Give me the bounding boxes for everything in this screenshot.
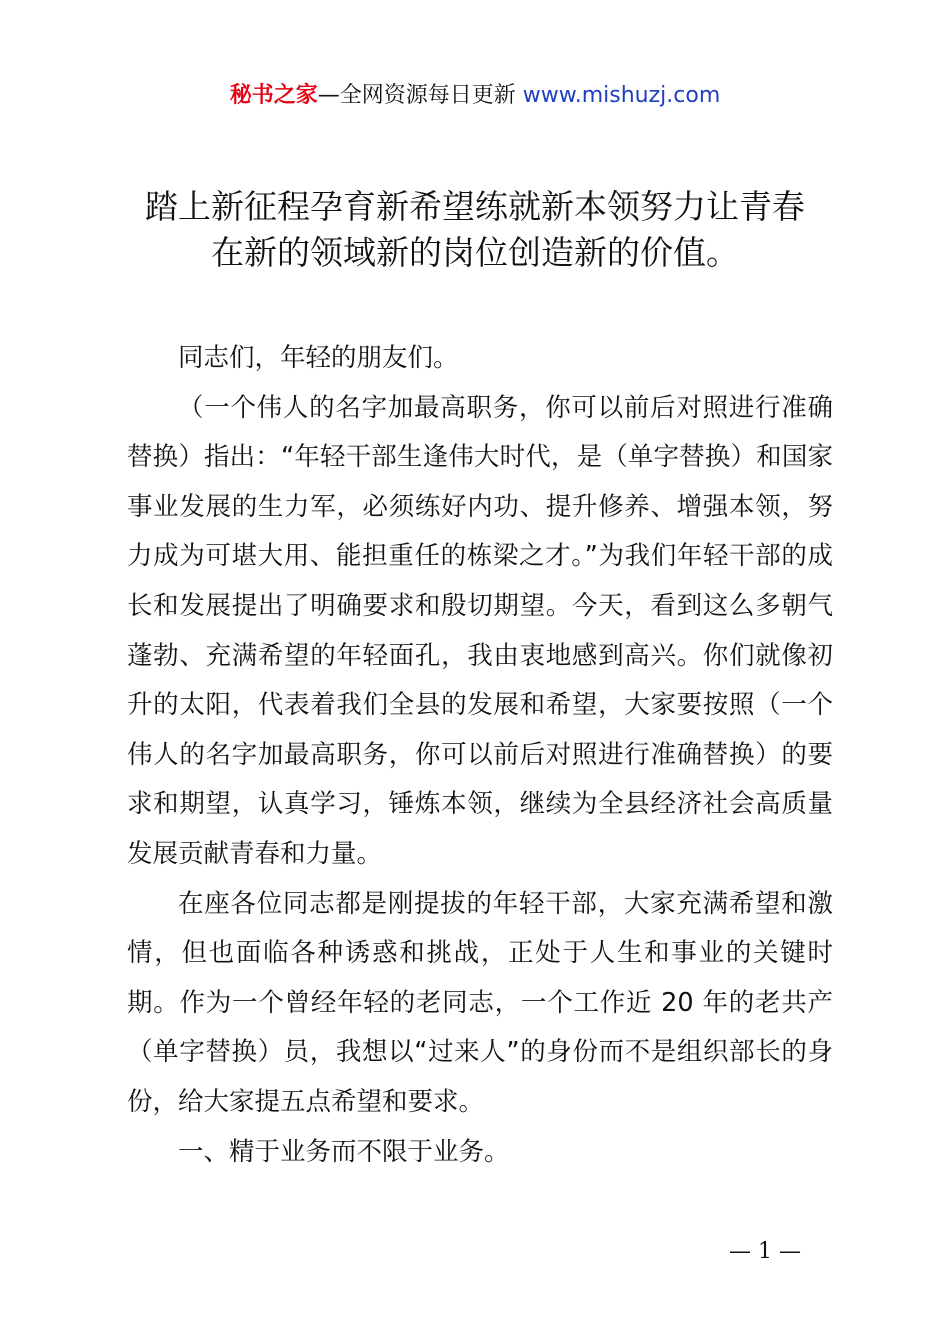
salutation-paragraph: 同志们，年轻的朋友们。 [178, 343, 459, 373]
document-body [127, 334, 833, 1177]
body-paragraph-1: （一个伟人的名字加最高职务，你可以前后对照进行准确替换）指出：“年轻干部生逢伟大时代，是（单字替换）和国家事业发展的生力军，必须练好内功、提升修养、增强本领，努力成为可堪大用、能担重任的栋梁之才。”为我们年轻干部的成长和发展提出了明确要求和殷切期望。今天，看到这么多朝气蓬勃、充满希望的年轻面孔，我由衷地感到高兴。你们就像初升的太阳，代表着我们全县的发展和希望，大家要按照（一个伟人的名字加最高职务，你可以前后对照进行准确替换）的要求和期望，认真学习，锤炼本领，继续为全县经济社会高质量发展贡献青春和力量。 [127, 392, 833, 869]
site-header [0, 80, 950, 112]
document-title [60, 184, 890, 276]
body-paragraph-2: 在座各位同志都是刚提拔的年轻干部，大家充满希望和激情，但也面临各种诱惑和挑战，正处于人生和事业的关键时期。作为一个曾经年轻的老同志，一个工作近 20 年的老共产（单字替换）员，我想以“过来人”的身份而不是组织部长的身份，给大家提五点希望和要求。 [127, 888, 833, 1117]
site-url-link[interactable]: www.mishuzj.com [522, 83, 721, 108]
header-tagline: —全网资源每日更新 [317, 83, 516, 108]
page-number: — 1 — [729, 1239, 801, 1264]
brand-name: 秘书之家 [229, 83, 318, 108]
section-heading-1: 一、精于业务而不限于业务。 [178, 1136, 510, 1167]
title-line-2: 在新的领域新的岗位创造新的价值。 [211, 233, 739, 272]
title-line-1: 踏上新征程孕育新希望练就新本领努力让青春 [145, 187, 805, 226]
